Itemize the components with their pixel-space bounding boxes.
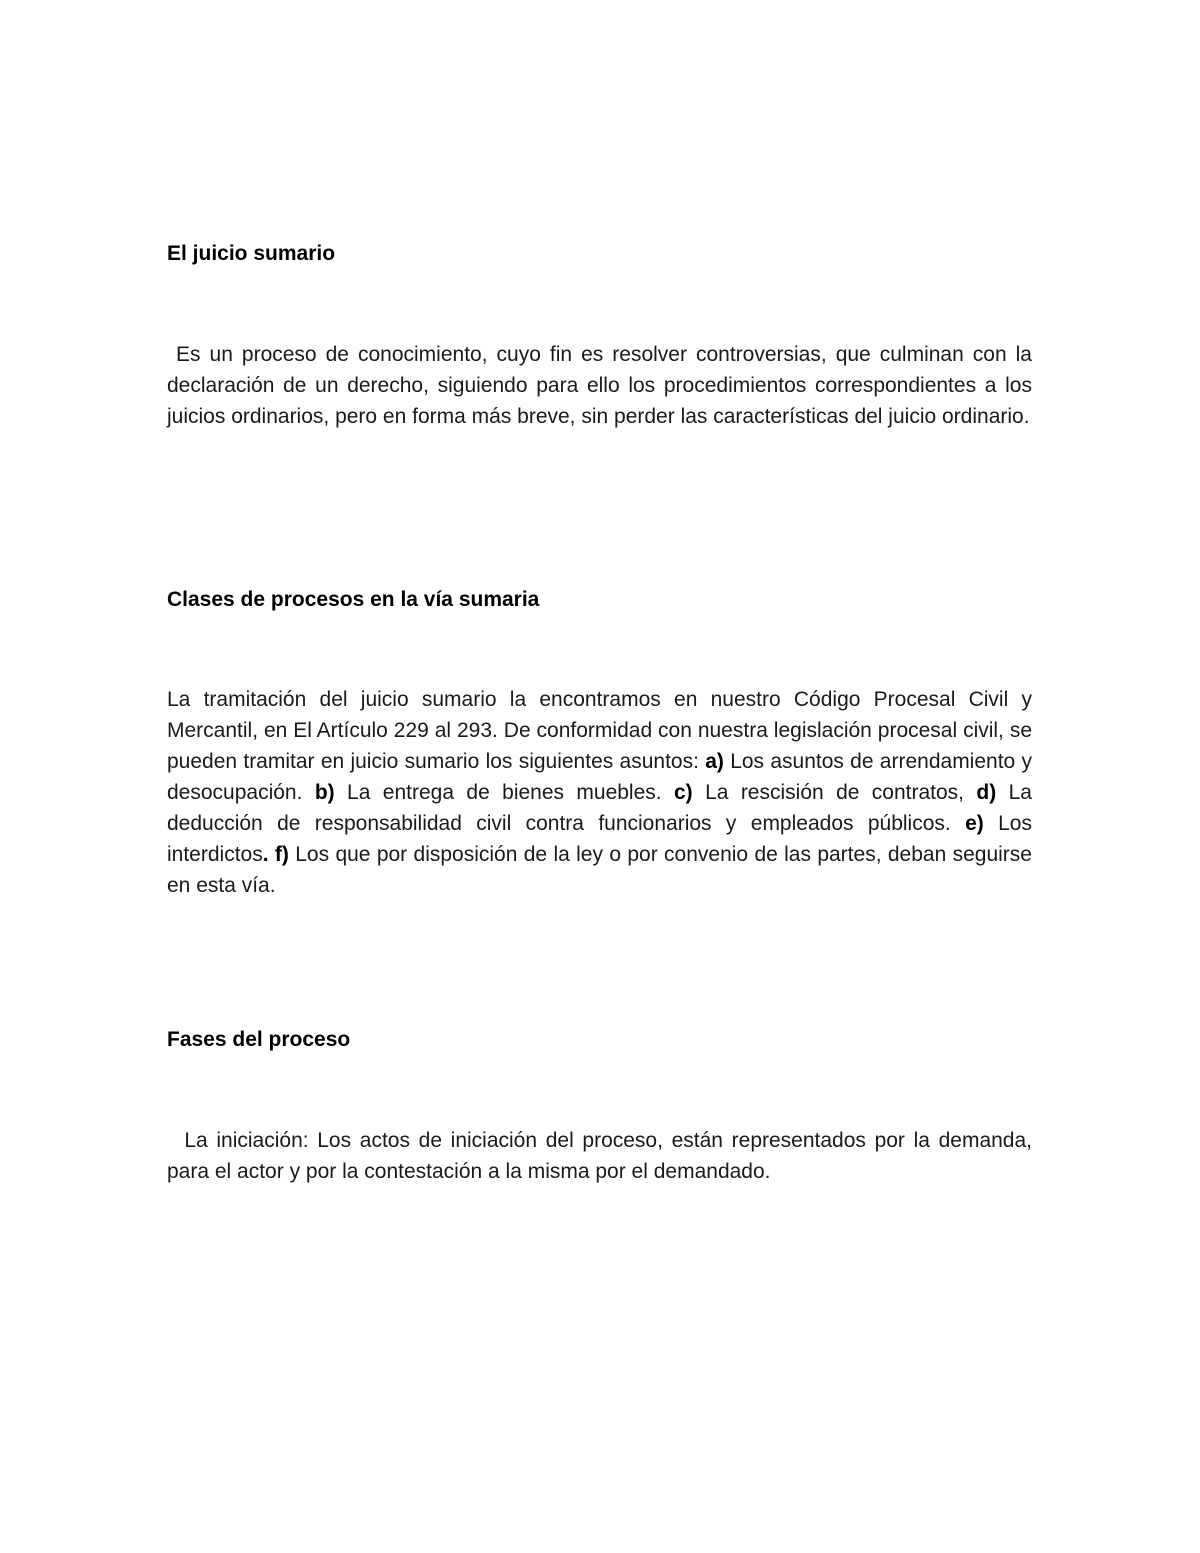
list-marker-b: b)	[314, 781, 335, 804]
list-text-a: Los asuntos de arrendamiento y desocupación.	[167, 750, 1033, 804]
paragraph-intro: La tramitación del juicio sumario la encontramos en nuestro Código Procesal Civil y Mercantil, en El Artículo 229 al 293. De conformidad con nuestra legislación procesal civil, se pueden tramitar en juicio sumario los siguientes asuntos:	[167, 688, 1032, 773]
list-marker-f: f)	[274, 843, 289, 866]
list-text-f: Los que por disposición de la ley o por convenio de las partes, deban seguirse en esta vía.	[167, 843, 1032, 897]
list-marker-period: .	[262, 843, 269, 866]
list-marker-a: a)	[705, 750, 724, 773]
list-text-e: Los interdictos	[167, 812, 1032, 866]
list-marker-c: c)	[674, 781, 693, 804]
section-paragraph-clases-procesos	[167, 684, 1032, 901]
list-text-d: La deducción de responsabilidad civil contra funcionarios y empleados públicos.	[167, 781, 1032, 835]
section-heading-clases-procesos: Clases de procesos en la vía sumaria	[167, 588, 540, 611]
list-marker-d: d)	[976, 781, 997, 804]
section-paragraph-fases-proceso: La iniciación: Los actos de iniciación del proceso, están representados por la demanda, para el actor y por la contestación a la misma por el demandado.	[167, 1129, 1038, 1183]
section-paragraph-juicio-sumario: Es un proceso de conocimiento, cuyo fin es resolver controversias, que culminan con la declaración de un derecho, siguiendo para ello los procedimientos correspondientes a los juicios ordinarios, pero en forma más breve, sin perder las características del juicio ordinario.	[167, 343, 1038, 428]
list-text-c: La rescisión de contratos,	[692, 781, 977, 804]
section-heading-juicio-sumario: El juicio sumario	[167, 242, 336, 265]
list-text-b: La entrega de bienes muebles.	[334, 781, 674, 804]
list-marker-e: e)	[965, 812, 984, 835]
section-heading-fases-proceso: Fases del proceso	[167, 1028, 351, 1051]
